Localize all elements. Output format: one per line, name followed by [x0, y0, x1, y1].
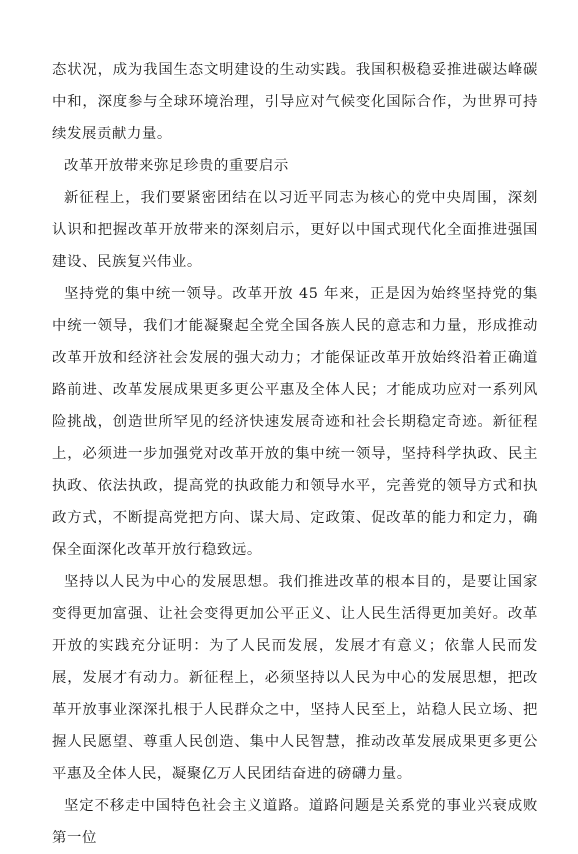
paragraph-people-centered: 坚持以人民为中心的发展思想。我们推进改革的根本目的，是要让国家变得更加富强、让社会变得更加公平正义、让人民生活得更加美好。改革开放的实践充分证明：为了人民而发展，发展才有意义；依靠人民而发展，发展才有动力。新征程上，必须坚持以人民为中心的发展思想，把改革开放事业深深扎根于人民群众之中，坚持人民至上，站稳人民立场、把握人民愿望、尊重人民创造、集中人民智慧，推动改革发展成果更多更公平惠及全体人民，凝聚亿万人民团结奋进的磅礴力量。: [52, 574, 538, 782]
section-heading: 改革开放带来弥足珍贵的重要启示: [64, 158, 289, 174]
paragraph-ecology-continued: 态状况，成为我国生态文明建设的生动实践。我国积极稳妥推进碳达峰碳中和，深度参与全球环境治理，引导应对气候变化国际合作，为世界可持续发展贡献力量。: [52, 62, 538, 142]
document-page: [52, 54, 538, 854]
paragraph-socialist-road: 坚定不移走中国特色社会主义道路。道路问题是关系党的事业兴衰成败第一位: [52, 798, 538, 846]
paragraph-party-leadership: 坚持党的集中统一领导。改革开放 45 年来，正是因为始终坚持党的集中统一领导，我们才能凝聚起全党全国各族人民的意志和力量，形成推动改革开放和经济社会发展的强大动力；才能保证改革开放始终沿着正确道路前进、改革发展成果更多更公平惠及全体人民；才能成功应对一系列风险挑战，创造世所罕见的经济快速发展奇迹和社会长期稳定奇迹。新征程上，必须进一步加强党对改革开放的集中统一领导，坚持科学执政、民主执政、依法执政，提高党的执政能力和领导水平，完善党的领导方式和执政方式，不断提高党把方向、谋大局、定政策、促改革的能力和定力，确保全面深化改革开放行稳致远。: [52, 286, 538, 558]
paragraph-new-journey: 新征程上，我们要紧密团结在以习近平同志为核心的党中央周围，深刻认识和把握改革开放带来的深刻启示，更好以中国式现代化全面推进强国建设、民族复兴伟业。: [52, 190, 538, 270]
